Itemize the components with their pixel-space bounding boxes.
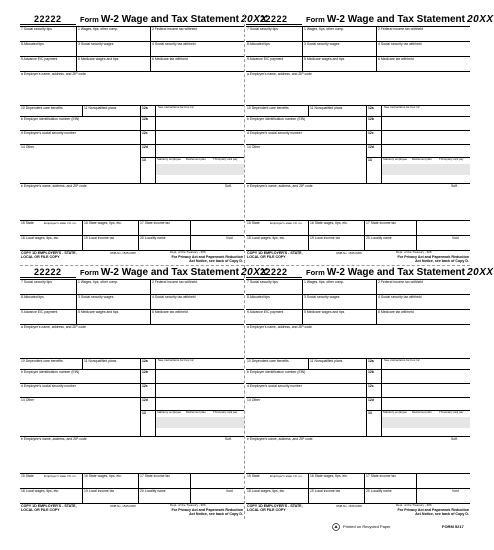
box-10-label: 10 Dependent care benefits (247, 359, 289, 363)
box-12a-note: See instructions for box 12 (384, 358, 420, 362)
box-12a-code: 12a (368, 106, 374, 110)
header-underline (20, 24, 76, 25)
form-title-main: W-2 Wage and Tax Statement (326, 14, 465, 25)
form-title (306, 14, 494, 25)
box-18-label: 18 Local wages, tips, etc. (247, 236, 286, 240)
box-12b-label (368, 370, 374, 374)
copy-designation-line1: COPY 1D EMPLOYER'S - STATE, (247, 504, 303, 508)
col-divider-1 (302, 26, 303, 71)
box-12a-note: See instructions for box 12 (158, 105, 194, 109)
box-12b-label (142, 117, 148, 121)
box-16-label: 16 State wages, tips, etc. (310, 474, 348, 478)
copy-designation-line1: COPY 1D EMPLOYER'S - STATE, (21, 504, 77, 508)
box-17-label: 17 State income tax (140, 474, 170, 478)
box-13-label (368, 411, 372, 415)
box-12d-code: 12d (368, 398, 374, 402)
box-11-label: 11 Nonqualified plans (84, 106, 117, 110)
box-12a-code: 12a (142, 106, 148, 110)
box-18-label: 18 Local wages, tips, etc. (21, 489, 60, 493)
box-13-label (368, 158, 372, 162)
box-13-checkbox-area (156, 164, 244, 175)
box-7-label: 7 Social security tips (21, 27, 52, 31)
form-title-main: W-2 Wage and Tax Statement (326, 267, 465, 278)
treasury-dept: Dept. of the Treasury - IRS (170, 250, 206, 254)
box-13-opt-statutory: Statutory employee (157, 157, 182, 161)
form-title (80, 267, 268, 278)
recycled-note (343, 524, 391, 529)
box-13-opt-statutory: Statutory employee (383, 410, 408, 414)
box-5-label: 5 Medicare wages and tips (304, 310, 345, 314)
box-13-opt-thirdparty: Third-party sick pay (213, 157, 238, 161)
box-1-label: 1 Wages, tips, other comp. (78, 280, 119, 284)
box-2-label: 2 Federal income tax withheld (152, 280, 198, 284)
box-12c-code: 12c (368, 131, 374, 135)
box-1-label: 1 Wages, tips, other comp. (304, 27, 345, 31)
box-15-employer-state-id: Employer's state I.D. no. (270, 474, 303, 478)
box-e-label: e Employee's name, address, and ZIP code (21, 184, 87, 188)
box-18-label: 18 Local wages, tips, etc. (247, 489, 286, 493)
box-e-label: e Employee's name, address, and ZIP code (247, 437, 313, 441)
box-13-opt-retirement: Retirement plan (186, 157, 206, 161)
box-13-checkbox-area (382, 164, 470, 175)
box-11-label: 11 Nonqualified plans (310, 106, 343, 110)
box-9-label: 9 Advance EIC payment (247, 57, 284, 61)
col-divider-2 (376, 26, 377, 71)
privacy-notice-line1: For Privacy Act and Paperwork Reduction (171, 508, 243, 512)
form-title-year: 20XX (241, 267, 268, 278)
box-9-label: 9 Advance EIC payment (21, 57, 58, 61)
box-12d-label (142, 398, 148, 402)
box-13-opt-thirdparty: Third-party sick pay (439, 157, 464, 161)
privacy-notice-line1: For Privacy Act and Paperwork Reduction (397, 255, 469, 259)
box-13-label (142, 411, 146, 415)
box-15-employer-state-id: Employer's state I.D. no. (44, 221, 77, 225)
box-8-label: 8 Allocated tips (21, 42, 44, 46)
control-number: 22222 (260, 267, 288, 277)
box-3-label: 3 Social security wages (304, 42, 340, 46)
omb-number: OMB No. 1545-0008 (336, 251, 362, 255)
box-5-label: 5 Medicare wages and tips (78, 57, 119, 61)
privacy-notice-line2: Act Notice, see back of Copy D. (189, 512, 243, 516)
col-divider-2 (150, 279, 151, 324)
box-5-label: 5 Medicare wages and tips (304, 57, 345, 61)
privacy-notice-line2: Act Notice, see back of Copy D. (415, 259, 469, 263)
box-a-label: a Employer's name, address, and ZIP code (21, 325, 86, 329)
box-13-opt-thirdparty: Third-party sick pay (213, 410, 238, 414)
control-number: 22222 (260, 14, 288, 24)
box-13-opt-retirement: Retirement plan (412, 410, 432, 414)
box-1-label: 1 Wages, tips, other comp. (304, 280, 345, 284)
box-19-label: 19 Local income tax (310, 236, 341, 240)
control-number: 22222 (34, 267, 62, 277)
box-b-label: b Employer identification number (EIN) (247, 117, 306, 121)
privacy-notice-line2: Act Notice, see back of Copy D. (189, 259, 243, 263)
box-6-label: 6 Medicare tax withheld (152, 310, 188, 314)
box-12a-code: 12a (368, 359, 374, 363)
box-12c-label (368, 384, 374, 388)
box-12d-code: 12d (142, 398, 148, 402)
form-code (442, 524, 464, 529)
omb-number: OMB No. 1545-0008 (110, 251, 136, 255)
box-e-label: e Employee's name, address, and ZIP code (247, 184, 313, 188)
copy-designation-line2: LOCAL OR FILE COPY (21, 508, 60, 512)
box-12d-label (368, 145, 374, 149)
omb-number: OMB No. 1545-0008 (110, 504, 136, 508)
box-13-opt-thirdparty: Third-party sick pay (439, 410, 464, 414)
box-15-label: 15 State (21, 474, 34, 478)
box-d-label: d Employee's social security number (247, 384, 302, 388)
box-7-label: 7 Social security tips (21, 280, 52, 284)
w2-form-copy-3 (20, 267, 268, 519)
box-11-label: 11 Nonqualified plans (84, 359, 117, 363)
box-7-label: 7 Social security tips (247, 280, 278, 284)
box-d-label: d Employee's social security number (247, 131, 302, 135)
suffix-label: Suff. (225, 184, 232, 188)
box-3-label: 3 Social security wages (78, 295, 114, 299)
box-12d-code: 12d (142, 145, 148, 149)
box-12a-code: 12a (142, 359, 148, 363)
box-12c-label (368, 131, 374, 135)
box-16-label: 16 State wages, tips, etc. (84, 221, 122, 225)
copy-designation-line1: COPY 1D EMPLOYER'S - STATE, (21, 251, 77, 255)
box-12a-note: See instructions for box 12 (384, 105, 420, 109)
box-16-label: 16 State wages, tips, etc. (84, 474, 122, 478)
omb-number: OMB No. 1545-0008 (336, 504, 362, 508)
col-divider-1 (76, 26, 77, 71)
box-13-label (142, 158, 146, 162)
box-12b-code: 12b (142, 370, 148, 374)
privacy-notice-line1: For Privacy Act and Paperwork Reduction (397, 508, 469, 512)
box-2-label: 2 Federal income tax withheld (378, 27, 424, 31)
recycled-text: Printed on Recycled Paper (343, 524, 391, 529)
control-number: 22222 (34, 14, 62, 24)
box-11-label: 11 Nonqualified plans (310, 359, 343, 363)
form-title-year: 20XX (467, 267, 494, 278)
box-17-label: 17 State income tax (366, 221, 396, 225)
box-13-code: 13 (142, 411, 146, 415)
box-6-label: 6 Medicare tax withheld (378, 57, 414, 61)
w2-form-copy-1 (20, 14, 268, 266)
col-divider-2 (150, 26, 151, 71)
col-divider-1 (76, 279, 77, 324)
box-12b-code: 12b (142, 117, 148, 121)
form-title-prefix: Form (80, 268, 99, 277)
box-12b-label (142, 370, 148, 374)
box-12c-code: 12c (368, 384, 374, 388)
box-d-label: d Employee's social security number (21, 131, 76, 135)
box-2-label: 2 Federal income tax withheld (378, 280, 424, 284)
col-divider-2 (376, 279, 377, 324)
box-19-label: 19 Local income tax (84, 489, 115, 493)
treasury-dept: Dept. of the Treasury - IRS (396, 250, 432, 254)
box-b-label: b Employer identification number (EIN) (21, 117, 80, 121)
box-a-label: a Employer's name, address, and ZIP code (247, 72, 312, 76)
box-14-label: 14 Other (247, 398, 261, 402)
perforation-horizontal (20, 265, 470, 266)
box-b-label: b Employer identification number (EIN) (247, 370, 306, 374)
box-20-label: 20 Locality name (366, 236, 392, 240)
box-7-label: 7 Social security tips (247, 27, 278, 31)
box-15-label: 15 State (21, 221, 34, 225)
box-13-opt-statutory: Statutory employee (383, 157, 408, 161)
form-title-prefix: Form (306, 268, 325, 277)
w2-form-copy-4 (246, 267, 494, 519)
box-20-label: 20 Locality name (366, 489, 392, 493)
box-12a-note: See instructions for box 12 (158, 358, 194, 362)
box-9-label: 9 Advance EIC payment (21, 310, 58, 314)
box-16-label: 16 State wages, tips, etc. (310, 221, 348, 225)
box-12b-code: 12b (368, 370, 374, 374)
box-8-label: 8 Allocated tips (247, 295, 270, 299)
box-3-label: 3 Social security wages (78, 42, 114, 46)
form-title-year: 20XX (241, 14, 268, 25)
col-divider-3 (308, 105, 309, 116)
box-12b-code: 12b (368, 117, 374, 121)
box-4-label: 4 Social security tax withheld (378, 42, 422, 46)
box-14-label: 14 Other (21, 145, 35, 149)
col-divider-3 (82, 105, 83, 116)
void-label: Void (452, 236, 459, 240)
form-title-main: W-2 Wage and Tax Statement (100, 267, 239, 278)
void-label: Void (226, 489, 233, 493)
box-12c-code: 12c (142, 384, 148, 388)
box-15-employer-state-id: Employer's state I.D. no. (270, 221, 303, 225)
suffix-label: Suff. (451, 437, 458, 441)
box-20-label: 20 Locality name (140, 236, 166, 240)
box-6-label: 6 Medicare tax withheld (378, 310, 414, 314)
recycle-icon (332, 523, 340, 531)
void-label: Void (226, 236, 233, 240)
box-15-employer-state-id: Employer's state I.D. no. (44, 474, 77, 478)
box-14-label: 14 Other (21, 398, 35, 402)
box-6-label: 6 Medicare tax withheld (152, 57, 188, 61)
form-title (306, 267, 494, 278)
box-17-label: 17 State income tax (140, 221, 170, 225)
suffix-label: Suff. (451, 184, 458, 188)
form-title-prefix: Form (306, 15, 325, 24)
copy-designation-line1: COPY 1D EMPLOYER'S - STATE, (247, 251, 303, 255)
box-13-code: 13 (142, 158, 146, 162)
box-13-opt-statutory: Statutory employee (157, 410, 182, 414)
box-10-label: 10 Dependent care benefits (21, 106, 63, 110)
form-title-main: W-2 Wage and Tax Statement (100, 14, 239, 25)
box-12d-code: 12d (368, 145, 374, 149)
box-a-label: a Employer's name, address, and ZIP code (21, 72, 86, 76)
box-13-checkbox-area (156, 417, 244, 428)
form-title-year: 20XX (467, 14, 494, 25)
box-2-label: 2 Federal income tax withheld (152, 27, 198, 31)
box-13-checkbox-area (382, 417, 470, 428)
box-10-label: 10 Dependent care benefits (247, 106, 289, 110)
w2-form-copy-2 (246, 14, 494, 266)
box-19-label: 19 Local income tax (84, 236, 115, 240)
copy-designation-line2: LOCAL OR FILE COPY (21, 255, 60, 259)
box-d-label: d Employee's social security number (21, 384, 76, 388)
form-title-prefix: Form (80, 15, 99, 24)
box-8-label: 8 Allocated tips (247, 42, 270, 46)
box-12b-label (368, 117, 374, 121)
box-12d-label (368, 398, 374, 402)
box-9-label: 9 Advance EIC payment (247, 310, 284, 314)
box-20-label: 20 Locality name (140, 489, 166, 493)
copy-designation-line2: LOCAL OR FILE COPY (247, 508, 286, 512)
box-8-label: 8 Allocated tips (21, 295, 44, 299)
col-divider-1 (302, 279, 303, 324)
box-b-label: b Employer identification number (EIN) (21, 370, 80, 374)
box-a-label: a Employer's name, address, and ZIP code (247, 325, 312, 329)
box-12c-code: 12c (142, 131, 148, 135)
box-13-code: 13 (368, 411, 372, 415)
header-underline (20, 277, 76, 278)
box-4-label: 4 Social security tax withheld (152, 42, 196, 46)
form-code-text: FORM 5217 (442, 524, 464, 529)
box-3-label: 3 Social security wages (304, 295, 340, 299)
header-underline (246, 24, 302, 25)
box-4-label: 4 Social security tax withheld (378, 295, 422, 299)
box-12d-label (142, 145, 148, 149)
box-19-label: 19 Local income tax (310, 489, 341, 493)
box-15-label: 15 State (247, 474, 260, 478)
box-12c-label (142, 384, 148, 388)
col-divider-3 (82, 358, 83, 369)
box-18-label: 18 Local wages, tips, etc. (21, 236, 60, 240)
copy-designation-line2: LOCAL OR FILE COPY (247, 255, 286, 259)
box-1-label: 1 Wages, tips, other comp. (78, 27, 119, 31)
box-5-label: 5 Medicare wages and tips (78, 310, 119, 314)
header-underline (246, 277, 302, 278)
box-17-label: 17 State income tax (366, 474, 396, 478)
box-4-label: 4 Social security tax withheld (152, 295, 196, 299)
suffix-label: Suff. (225, 437, 232, 441)
box-15-label: 15 State (247, 221, 260, 225)
privacy-notice-line2: Act Notice, see back of Copy D. (415, 512, 469, 516)
box-13-opt-retirement: Retirement plan (412, 157, 432, 161)
box-e-label: e Employee's name, address, and ZIP code (21, 437, 87, 441)
form-title (80, 14, 268, 25)
void-label: Void (452, 489, 459, 493)
treasury-dept: Dept. of the Treasury - IRS (170, 503, 206, 507)
box-13-code: 13 (368, 158, 372, 162)
perforation-vertical (244, 14, 245, 519)
treasury-dept: Dept. of the Treasury - IRS (396, 503, 432, 507)
box-12c-label (142, 131, 148, 135)
box-10-label: 10 Dependent care benefits (21, 359, 63, 363)
privacy-notice-line1: For Privacy Act and Paperwork Reduction (171, 255, 243, 259)
box-13-opt-retirement: Retirement plan (186, 410, 206, 414)
col-divider-3 (308, 358, 309, 369)
box-14-label: 14 Other (247, 145, 261, 149)
